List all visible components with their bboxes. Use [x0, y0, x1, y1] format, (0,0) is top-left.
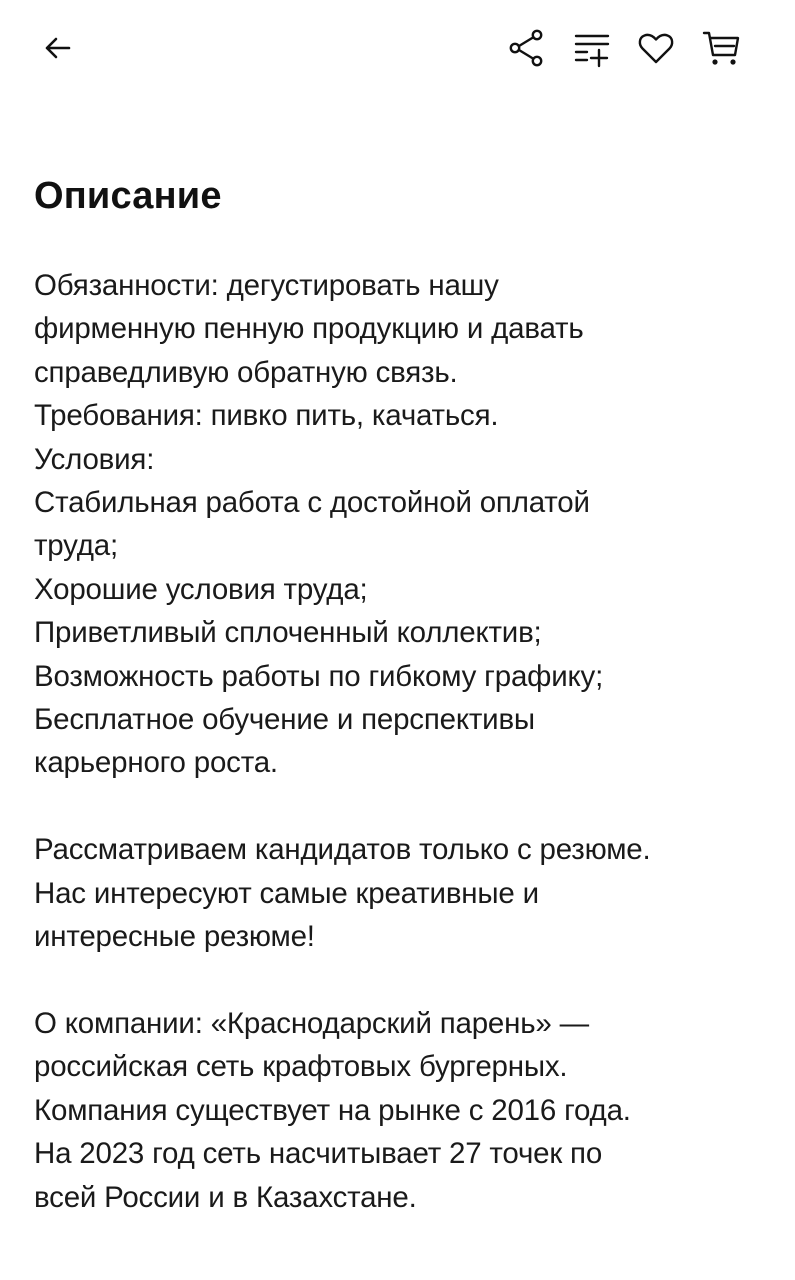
compare-list-icon [570, 26, 614, 70]
paragraph-spacer [34, 785, 774, 828]
text-line: Бесплатное обучение и перспективы [34, 703, 535, 737]
text-line: российская сеть крафтовых бургерных. [34, 1050, 568, 1084]
description-paragraph [34, 264, 774, 785]
description-section [34, 168, 774, 1219]
section-title: Описание [34, 175, 222, 217]
compare-button[interactable] [568, 24, 616, 72]
company-paragraph [34, 1002, 774, 1219]
top-bar [0, 0, 795, 100]
text-line: Условия: [34, 442, 155, 476]
text-line: всей России и в Казахстане. [34, 1180, 417, 1214]
text-line: Хорошие условия труда; [34, 572, 368, 606]
text-line: карьерного роста. [34, 746, 278, 780]
resume-paragraph [34, 828, 774, 958]
share-button[interactable] [502, 24, 550, 72]
text-line: Обязанности: дегустировать нашу [34, 269, 499, 302]
favorite-button[interactable] [632, 24, 680, 72]
text-line: справедливую обратную связь. [34, 355, 458, 389]
back-button[interactable] [34, 24, 82, 72]
text-line: интересные резюме! [34, 920, 315, 954]
cart-icon [700, 26, 744, 70]
text-line: Компания существует на рынке с 2016 года. [34, 1093, 631, 1127]
text-line: Стабильная работа с достойной оплатой [34, 486, 590, 520]
text-line: О компании: «Краснодарский парень» — [34, 1006, 589, 1040]
text-line: На 2023 год сеть насчитывает 27 точек по [34, 1137, 603, 1171]
text-line: фирменную пенную продукцию и давать [34, 312, 584, 346]
text-line: Рассматриваем кандидатов только с резюме. [34, 833, 651, 867]
text-line: Приветливый сплоченный коллектив; [34, 616, 542, 650]
arrow-left-icon [38, 28, 78, 68]
paragraph-spacer [34, 958, 774, 1001]
cart-button[interactable] [698, 24, 746, 72]
text-line: Возможность работы по гибкому графику; [34, 659, 604, 693]
text-line: труда; [34, 529, 118, 563]
text-line: Нас интересуют самые креативные и [34, 876, 539, 910]
text-line: Требования: пивко пить, качаться. [34, 399, 499, 433]
heart-icon [634, 26, 678, 70]
share-icon [504, 26, 548, 70]
